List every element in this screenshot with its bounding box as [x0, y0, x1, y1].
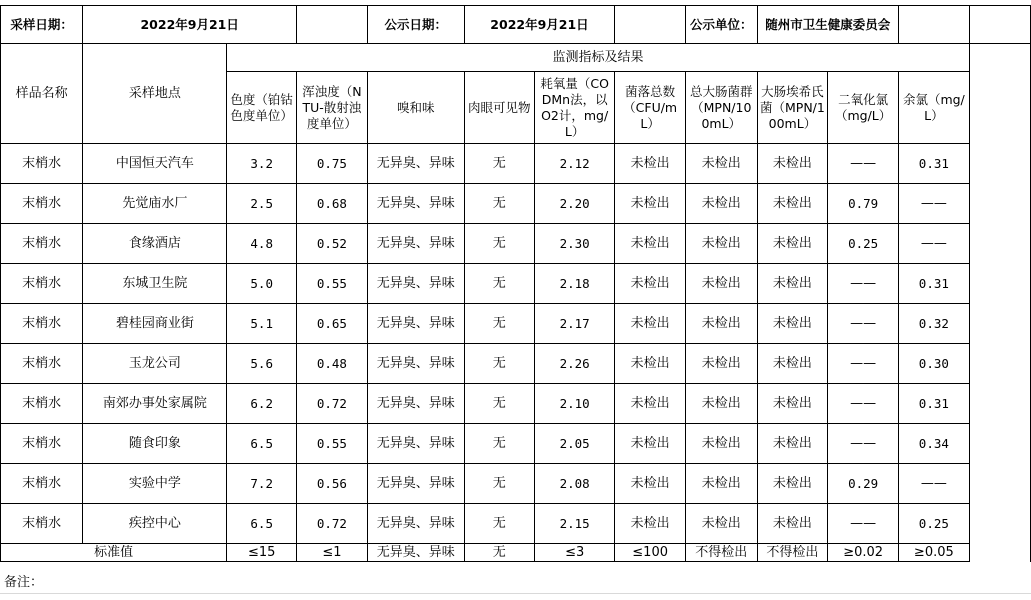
- value-cell: 无: [464, 224, 534, 264]
- sample-location-cell: 玉龙公司: [83, 344, 227, 384]
- value-cell: 未检出: [685, 344, 757, 384]
- value-cell: 0.48: [297, 344, 368, 384]
- column-header: 大肠埃希氏菌（MPN/100mL）: [757, 72, 828, 144]
- info-row: [1, 6, 1031, 44]
- value-cell: 未检出: [615, 464, 686, 504]
- value-cell: ——: [828, 264, 899, 304]
- value-cell: 无异臭、异味: [367, 344, 464, 384]
- value-cell: 未检出: [615, 504, 686, 544]
- empty-cell: [297, 6, 368, 44]
- value-cell: 未检出: [615, 264, 686, 304]
- value-cell: 无: [464, 184, 534, 224]
- value-cell: 无: [464, 344, 534, 384]
- empty-cell: [969, 344, 1030, 384]
- sample-name-cell: 末梢水: [1, 464, 83, 504]
- value-cell: 5.0: [227, 264, 297, 304]
- value-cell: ——: [828, 344, 899, 384]
- sample-location-cell: 食缘酒店: [83, 224, 227, 264]
- empty-cell: [969, 304, 1030, 344]
- value-cell: 未检出: [757, 464, 828, 504]
- value-cell: 无异臭、异味: [367, 504, 464, 544]
- value-cell: ——: [898, 224, 969, 264]
- table-row: [1, 384, 1031, 424]
- value-cell: 无异臭、异味: [367, 264, 464, 304]
- value-cell: 0.75: [297, 144, 368, 184]
- table-row: [1, 304, 1031, 344]
- standard-value-cell: ≥0.05: [898, 544, 969, 562]
- value-cell: ——: [898, 184, 969, 224]
- table-row: [1, 224, 1031, 264]
- value-cell: 0.72: [297, 504, 368, 544]
- sample-name-cell: 末梢水: [1, 224, 83, 264]
- value-cell: 6.2: [227, 384, 297, 424]
- value-cell: 未检出: [757, 344, 828, 384]
- table-row: [1, 264, 1031, 304]
- value-cell: 未检出: [757, 224, 828, 264]
- column-header: 浑浊度（NTU-散射浊度单位）: [297, 72, 368, 144]
- standard-value-cell: ≤100: [615, 544, 686, 562]
- sample-name-cell: 末梢水: [1, 304, 83, 344]
- value-cell: 未检出: [685, 424, 757, 464]
- value-cell: 0.30: [898, 344, 969, 384]
- sample-name-cell: 末梢水: [1, 264, 83, 304]
- value-cell: 未检出: [757, 144, 828, 184]
- table-row: [1, 504, 1031, 544]
- sample-name-cell: 末梢水: [1, 424, 83, 464]
- value-cell: 无异臭、异味: [367, 384, 464, 424]
- value-cell: ——: [828, 144, 899, 184]
- publish-unit-label: 公示单位：: [685, 6, 757, 44]
- sample-location-cell: 随食印象: [83, 424, 227, 464]
- empty-cell: [969, 44, 1030, 144]
- empty-cell: [969, 464, 1030, 504]
- value-cell: ——: [898, 464, 969, 504]
- empty-cell: [969, 224, 1030, 264]
- value-cell: 无异臭、异味: [367, 224, 464, 264]
- value-cell: 7.2: [227, 464, 297, 504]
- column-header: 嗅和味: [367, 72, 464, 144]
- standard-value-cell: 无异臭、异味: [367, 544, 464, 562]
- value-cell: 未检出: [685, 464, 757, 504]
- value-cell: 5.6: [227, 344, 297, 384]
- value-cell: 无异臭、异味: [367, 464, 464, 504]
- value-cell: 0.34: [898, 424, 969, 464]
- value-cell: 无: [464, 464, 534, 504]
- value-cell: 无异臭、异味: [367, 184, 464, 224]
- sample-location-cell: 先觉庙水厂: [83, 184, 227, 224]
- standard-value-cell: ≤3: [534, 544, 614, 562]
- value-cell: 2.20: [534, 184, 614, 224]
- standard-value-cell: 不得检出: [757, 544, 828, 562]
- value-cell: 0.52: [297, 224, 368, 264]
- standard-row: [1, 544, 1031, 562]
- value-cell: 未检出: [685, 504, 757, 544]
- value-cell: 无: [464, 384, 534, 424]
- value-cell: 未检出: [615, 224, 686, 264]
- value-cell: 2.17: [534, 304, 614, 344]
- indicator-group-header: 监测指标及结果: [227, 44, 969, 72]
- standard-value-cell: 不得检出: [685, 544, 757, 562]
- value-cell: 0.31: [898, 384, 969, 424]
- table-row: [1, 344, 1031, 384]
- value-cell: 未检出: [757, 424, 828, 464]
- value-cell: 未检出: [615, 384, 686, 424]
- value-cell: 无: [464, 264, 534, 304]
- value-cell: 2.05: [534, 424, 614, 464]
- sample-location-header: 采样地点: [83, 44, 227, 144]
- value-cell: 未检出: [685, 144, 757, 184]
- value-cell: 无: [464, 304, 534, 344]
- table-row: [1, 144, 1031, 184]
- value-cell: 无: [464, 504, 534, 544]
- standard-value-cell: 无: [464, 544, 534, 562]
- standard-value-cell: ≤1: [297, 544, 368, 562]
- sample-name-header: 样品名称: [1, 44, 83, 144]
- value-cell: 0.29: [828, 464, 899, 504]
- column-header: 耗氧量（CODMn法，以O2计，mg/L）: [534, 72, 614, 144]
- value-cell: 0.25: [898, 504, 969, 544]
- value-cell: 未检出: [615, 144, 686, 184]
- value-cell: 0.25: [828, 224, 899, 264]
- value-cell: 2.5: [227, 184, 297, 224]
- sample-location-cell: 疾控中心: [83, 504, 227, 544]
- value-cell: 2.26: [534, 344, 614, 384]
- value-cell: ——: [828, 384, 899, 424]
- empty-cell: [969, 6, 1030, 44]
- empty-cell: [969, 264, 1030, 304]
- sample-location-cell: 南郊办事处家属院: [83, 384, 227, 424]
- sample-location-cell: 实验中学: [83, 464, 227, 504]
- standard-value-cell: ≥0.02: [828, 544, 899, 562]
- value-cell: 未检出: [685, 264, 757, 304]
- value-cell: 无: [464, 144, 534, 184]
- sample-name-cell: 末梢水: [1, 144, 83, 184]
- value-cell: 未检出: [685, 184, 757, 224]
- empty-cell: [898, 6, 969, 44]
- value-cell: 0.55: [297, 264, 368, 304]
- sample-location-cell: 东城卫生院: [83, 264, 227, 304]
- value-cell: 6.5: [227, 424, 297, 464]
- empty-cell: [969, 424, 1030, 464]
- value-cell: 0.31: [898, 264, 969, 304]
- empty-cell: [969, 184, 1030, 224]
- value-cell: 未检出: [685, 304, 757, 344]
- column-header: 色度（铂钴色度单位）: [227, 72, 297, 144]
- standard-label: 标准值: [1, 544, 227, 562]
- value-cell: 未检出: [615, 184, 686, 224]
- value-cell: 2.10: [534, 384, 614, 424]
- value-cell: ——: [828, 304, 899, 344]
- value-cell: 6.5: [227, 504, 297, 544]
- value-cell: 无异臭、异味: [367, 144, 464, 184]
- value-cell: 2.12: [534, 144, 614, 184]
- empty-cell: [969, 144, 1030, 184]
- value-cell: ——: [828, 424, 899, 464]
- table-row: [1, 424, 1031, 464]
- value-cell: 0.31: [898, 144, 969, 184]
- sample-name-cell: 末梢水: [1, 344, 83, 384]
- column-header: 余氯（mg/L）: [898, 72, 969, 144]
- sample-date-value: 2022年9月21日: [83, 6, 297, 44]
- column-header: 菌落总数（CFU/mL）: [615, 72, 686, 144]
- empty-cell: [969, 384, 1030, 424]
- water-quality-table: [0, 5, 1031, 562]
- value-cell: 2.30: [534, 224, 614, 264]
- value-cell: 2.18: [534, 264, 614, 304]
- value-cell: 未检出: [757, 264, 828, 304]
- header-row-1: [1, 44, 1031, 72]
- value-cell: 未检出: [757, 504, 828, 544]
- value-cell: 0.55: [297, 424, 368, 464]
- notes-row: [0, 567, 1031, 594]
- sample-date-label: 采样日期：: [1, 6, 83, 44]
- empty-cell: [969, 504, 1030, 544]
- value-cell: 0.32: [898, 304, 969, 344]
- value-cell: 3.2: [227, 144, 297, 184]
- value-cell: 未检出: [685, 224, 757, 264]
- sample-name-cell: 末梢水: [1, 184, 83, 224]
- value-cell: 无: [464, 424, 534, 464]
- value-cell: 未检出: [615, 424, 686, 464]
- value-cell: 未检出: [757, 304, 828, 344]
- value-cell: 未检出: [615, 344, 686, 384]
- column-header: 二氧化氯（mg/L）: [828, 72, 899, 144]
- notes-label: 备注：: [4, 575, 44, 590]
- value-cell: 未检出: [685, 384, 757, 424]
- value-cell: 2.15: [534, 504, 614, 544]
- value-cell: 4.8: [227, 224, 297, 264]
- table-row: [1, 464, 1031, 504]
- publish-date-value: 2022年9月21日: [464, 6, 615, 44]
- column-header: 总大肠菌群（MPN/100mL）: [685, 72, 757, 144]
- value-cell: 5.1: [227, 304, 297, 344]
- value-cell: 无异臭、异味: [367, 304, 464, 344]
- value-cell: 0.79: [828, 184, 899, 224]
- value-cell: 0.56: [297, 464, 368, 504]
- value-cell: 0.72: [297, 384, 368, 424]
- value-cell: 未检出: [757, 384, 828, 424]
- sample-name-cell: 末梢水: [1, 384, 83, 424]
- value-cell: 未检出: [615, 304, 686, 344]
- value-cell: 0.65: [297, 304, 368, 344]
- sample-location-cell: 碧桂园商业街: [83, 304, 227, 344]
- table-row: [1, 184, 1031, 224]
- column-header: 肉眼可见物: [464, 72, 534, 144]
- publish-unit-value: 随州市卫生健康委员会: [757, 6, 898, 44]
- value-cell: 2.08: [534, 464, 614, 504]
- value-cell: 无异臭、异味: [367, 424, 464, 464]
- empty-cell: [969, 544, 1030, 562]
- standard-value-cell: ≤15: [227, 544, 297, 562]
- value-cell: 0.68: [297, 184, 368, 224]
- publish-date-label: 公示日期：: [367, 6, 464, 44]
- sample-name-cell: 末梢水: [1, 504, 83, 544]
- value-cell: 未检出: [757, 184, 828, 224]
- empty-cell: [615, 6, 686, 44]
- sample-location-cell: 中国恒天汽车: [83, 144, 227, 184]
- value-cell: ——: [828, 504, 899, 544]
